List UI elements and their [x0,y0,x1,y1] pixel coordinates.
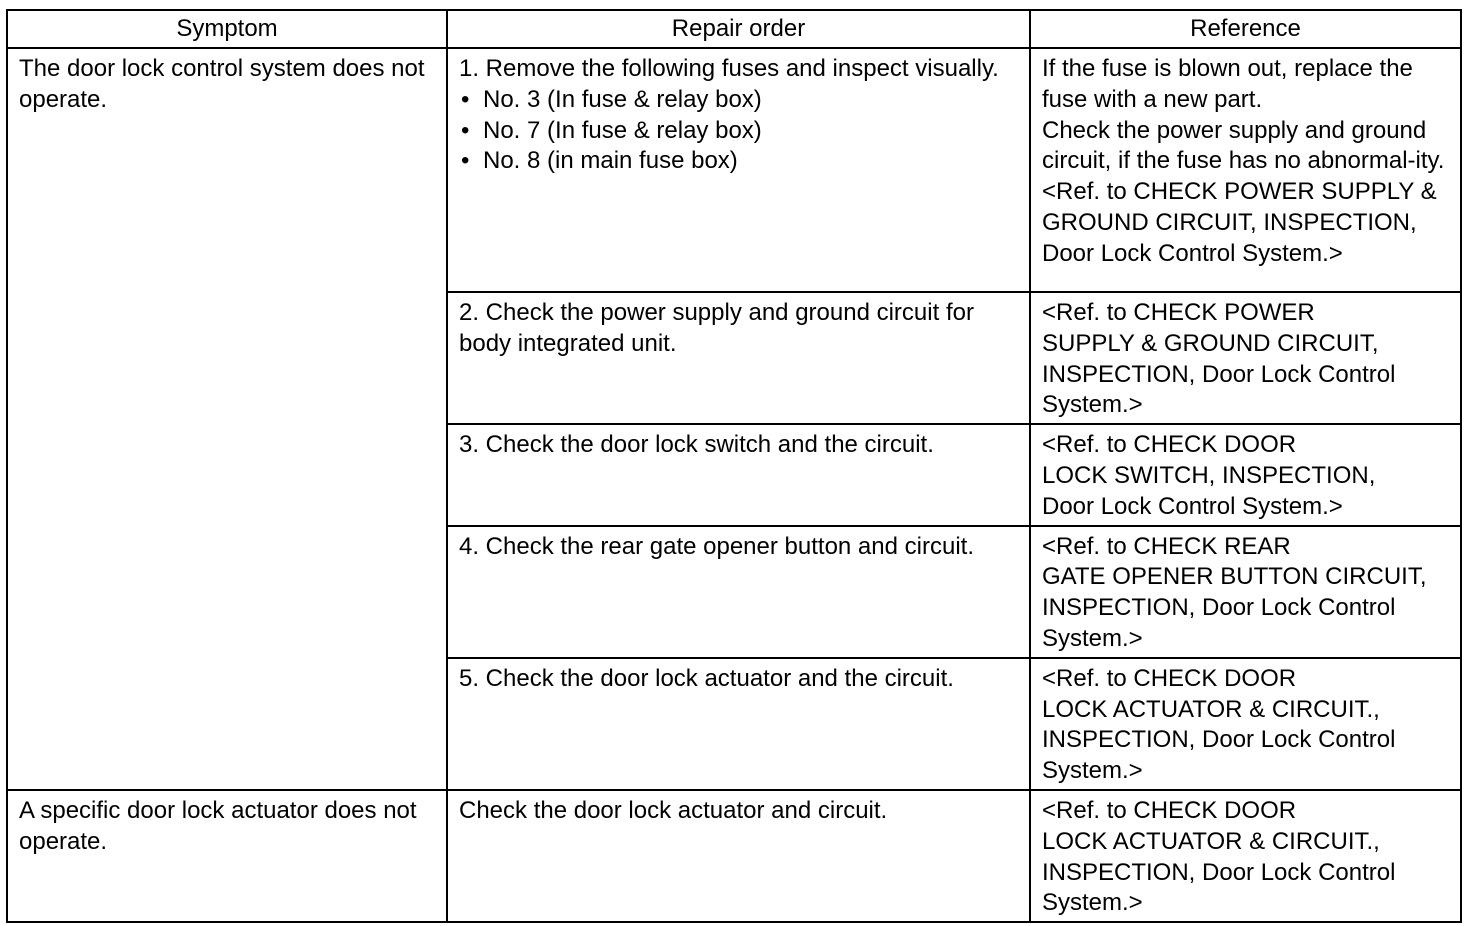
repair-step-text: 1. Remove the following fuses and inspect visually. [459,55,999,82]
troubleshooting-table [6,9,1462,923]
reference-cell: <Ref. to CHECK REAR GATE OPENER BUTTON CIRCUIT, INSPECTION, Door Lock Control System.> [1030,526,1461,658]
table-row [7,790,1461,922]
list-item: • No. 7 (In fuse & relay box) [459,116,1019,147]
reference-cell: <Ref. to CHECK DOOR LOCK SWITCH, INSPECTION, Door Lock Control System.> [1030,424,1461,525]
reference-cell: <Ref. to CHECK DOOR LOCK ACTUATOR & CIRCUIT., INSPECTION, Door Lock Control System.> [1030,790,1461,922]
symptom-cell: A specific door lock actuator does not operate. [7,790,447,922]
repair-cell: 2. Check the power supply and ground circuit for body integrated unit. [447,292,1030,424]
repair-cell: Check the door lock actuator and circuit. [447,790,1030,922]
reference-cell: If the fuse is blown out, replace the fuse with a new part. Check the power supply and ground circuit, if the fuse has no abnormal-ity. <Ref. to CHECK POWER SUPPLY & GROUND CIRCUIT, INSPECTION, Door Lock Control System.> [1030,48,1461,292]
header-row [7,10,1461,48]
header-reference: Reference [1030,10,1461,48]
reference-cell: <Ref. to CHECK DOOR LOCK ACTUATOR & CIRCUIT., INSPECTION, Door Lock Control System.> [1030,658,1461,790]
list-item: • No. 3 (In fuse & relay box) [459,85,1019,116]
repair-cell: 5. Check the door lock actuator and the circuit. [447,658,1030,790]
repair-cell: 4. Check the rear gate opener button and circuit. [447,526,1030,658]
table-row [7,48,1461,292]
list-item: • No. 8 (in main fuse box) [459,146,1019,177]
repair-cell: 3. Check the door lock switch and the circuit. [447,424,1030,525]
reference-cell: <Ref. to CHECK POWER SUPPLY & GROUND CIRCUIT, INSPECTION, Door Lock Control System.> [1030,292,1461,424]
header-repair-order: Repair order [447,10,1030,48]
symptom-cell: The door lock control system does not operate. [7,48,447,790]
header-symptom: Symptom [7,10,447,48]
fuse-list [459,85,1019,177]
repair-cell [447,48,1030,292]
